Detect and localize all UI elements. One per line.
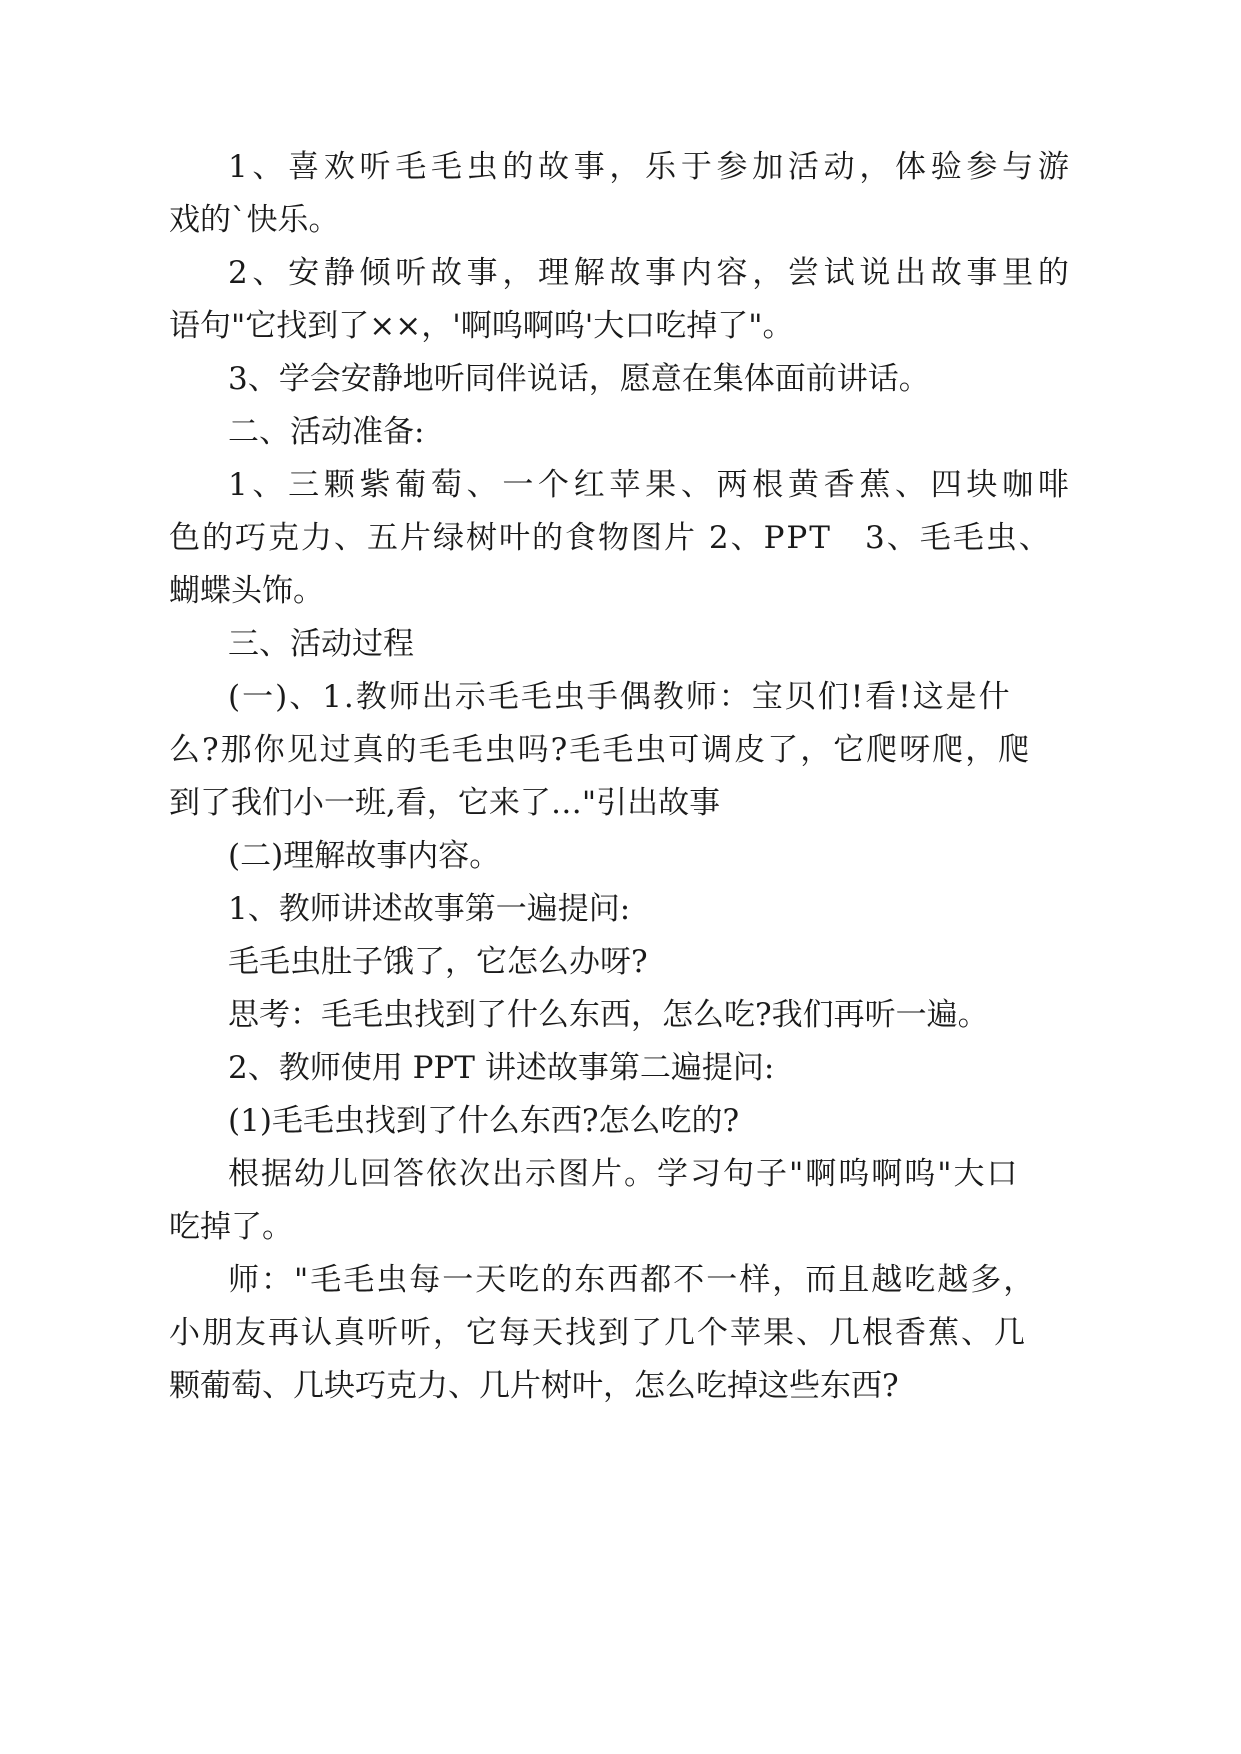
text-line: 颗葡萄、几块巧克力、几片树叶，怎么吃掉这些东西? [169,1368,899,1404]
text-line: 1、教师讲述故事第一遍提问: [228,891,631,927]
text-line: 1、喜欢听毛毛虫的故事，乐于参加活动，体验参与游 [228,149,1074,185]
text-line: 根据幼儿回答依次出示图片。学习句子"啊呜啊呜"大口 [228,1156,1020,1192]
text-line: 么?那你见过真的毛毛虫吗?毛毛虫可调皮了，它爬呀爬，爬 [169,732,1032,768]
text-line: 师："毛毛虫每一天吃的东西都不一样，而且越吃越多， [228,1262,1037,1298]
text-line: (1)毛毛虫找到了什么东西?怎么吃的? [228,1103,740,1139]
text-line: 毛毛虫肚子饿了，它怎么办呀? [228,944,648,980]
text-line: (一)、1.教师出示毛毛虫手偶教师：宝贝们!看!这是什 [228,679,1012,715]
text-line: (二)理解故事内容。 [228,838,501,874]
text-line: 小朋友再认真听听，它每天找到了几个苹果、几根香蕉、几 [169,1315,1027,1351]
text-line: 到了我们小一班,看，它来了…"引出故事 [169,785,721,821]
section-heading: 二、活动准备: [228,414,425,450]
text-line: 3、学会安静地听同伴说话，愿意在集体面前讲话。 [228,361,930,397]
text-line: 色的巧克力、五片绿树叶的食物图片 2、PPT 3、毛毛虫、 [169,520,1052,556]
text-line: 语句"它找到了××，'啊呜啊呜'大口吃掉了"。 [169,308,794,344]
text-line: 蝴蝶头饰。 [169,573,324,609]
section-heading: 三、活动过程 [228,626,414,662]
text-line: 思考：毛毛虫找到了什么东西，怎么吃?我们再听一遍。 [228,997,989,1033]
text-line: 吃掉了。 [169,1209,293,1245]
text-line: 2、安静倾听故事，理解故事内容，尝试说出故事里的 [228,255,1074,291]
text-line: 戏的`快乐。 [169,202,340,238]
text-line: 1、三颗紫葡萄、一个红苹果、两根黄香蕉、四块咖啡 [228,467,1074,503]
text-line: 2、教师使用 PPT 讲述故事第二遍提问: [228,1050,775,1086]
